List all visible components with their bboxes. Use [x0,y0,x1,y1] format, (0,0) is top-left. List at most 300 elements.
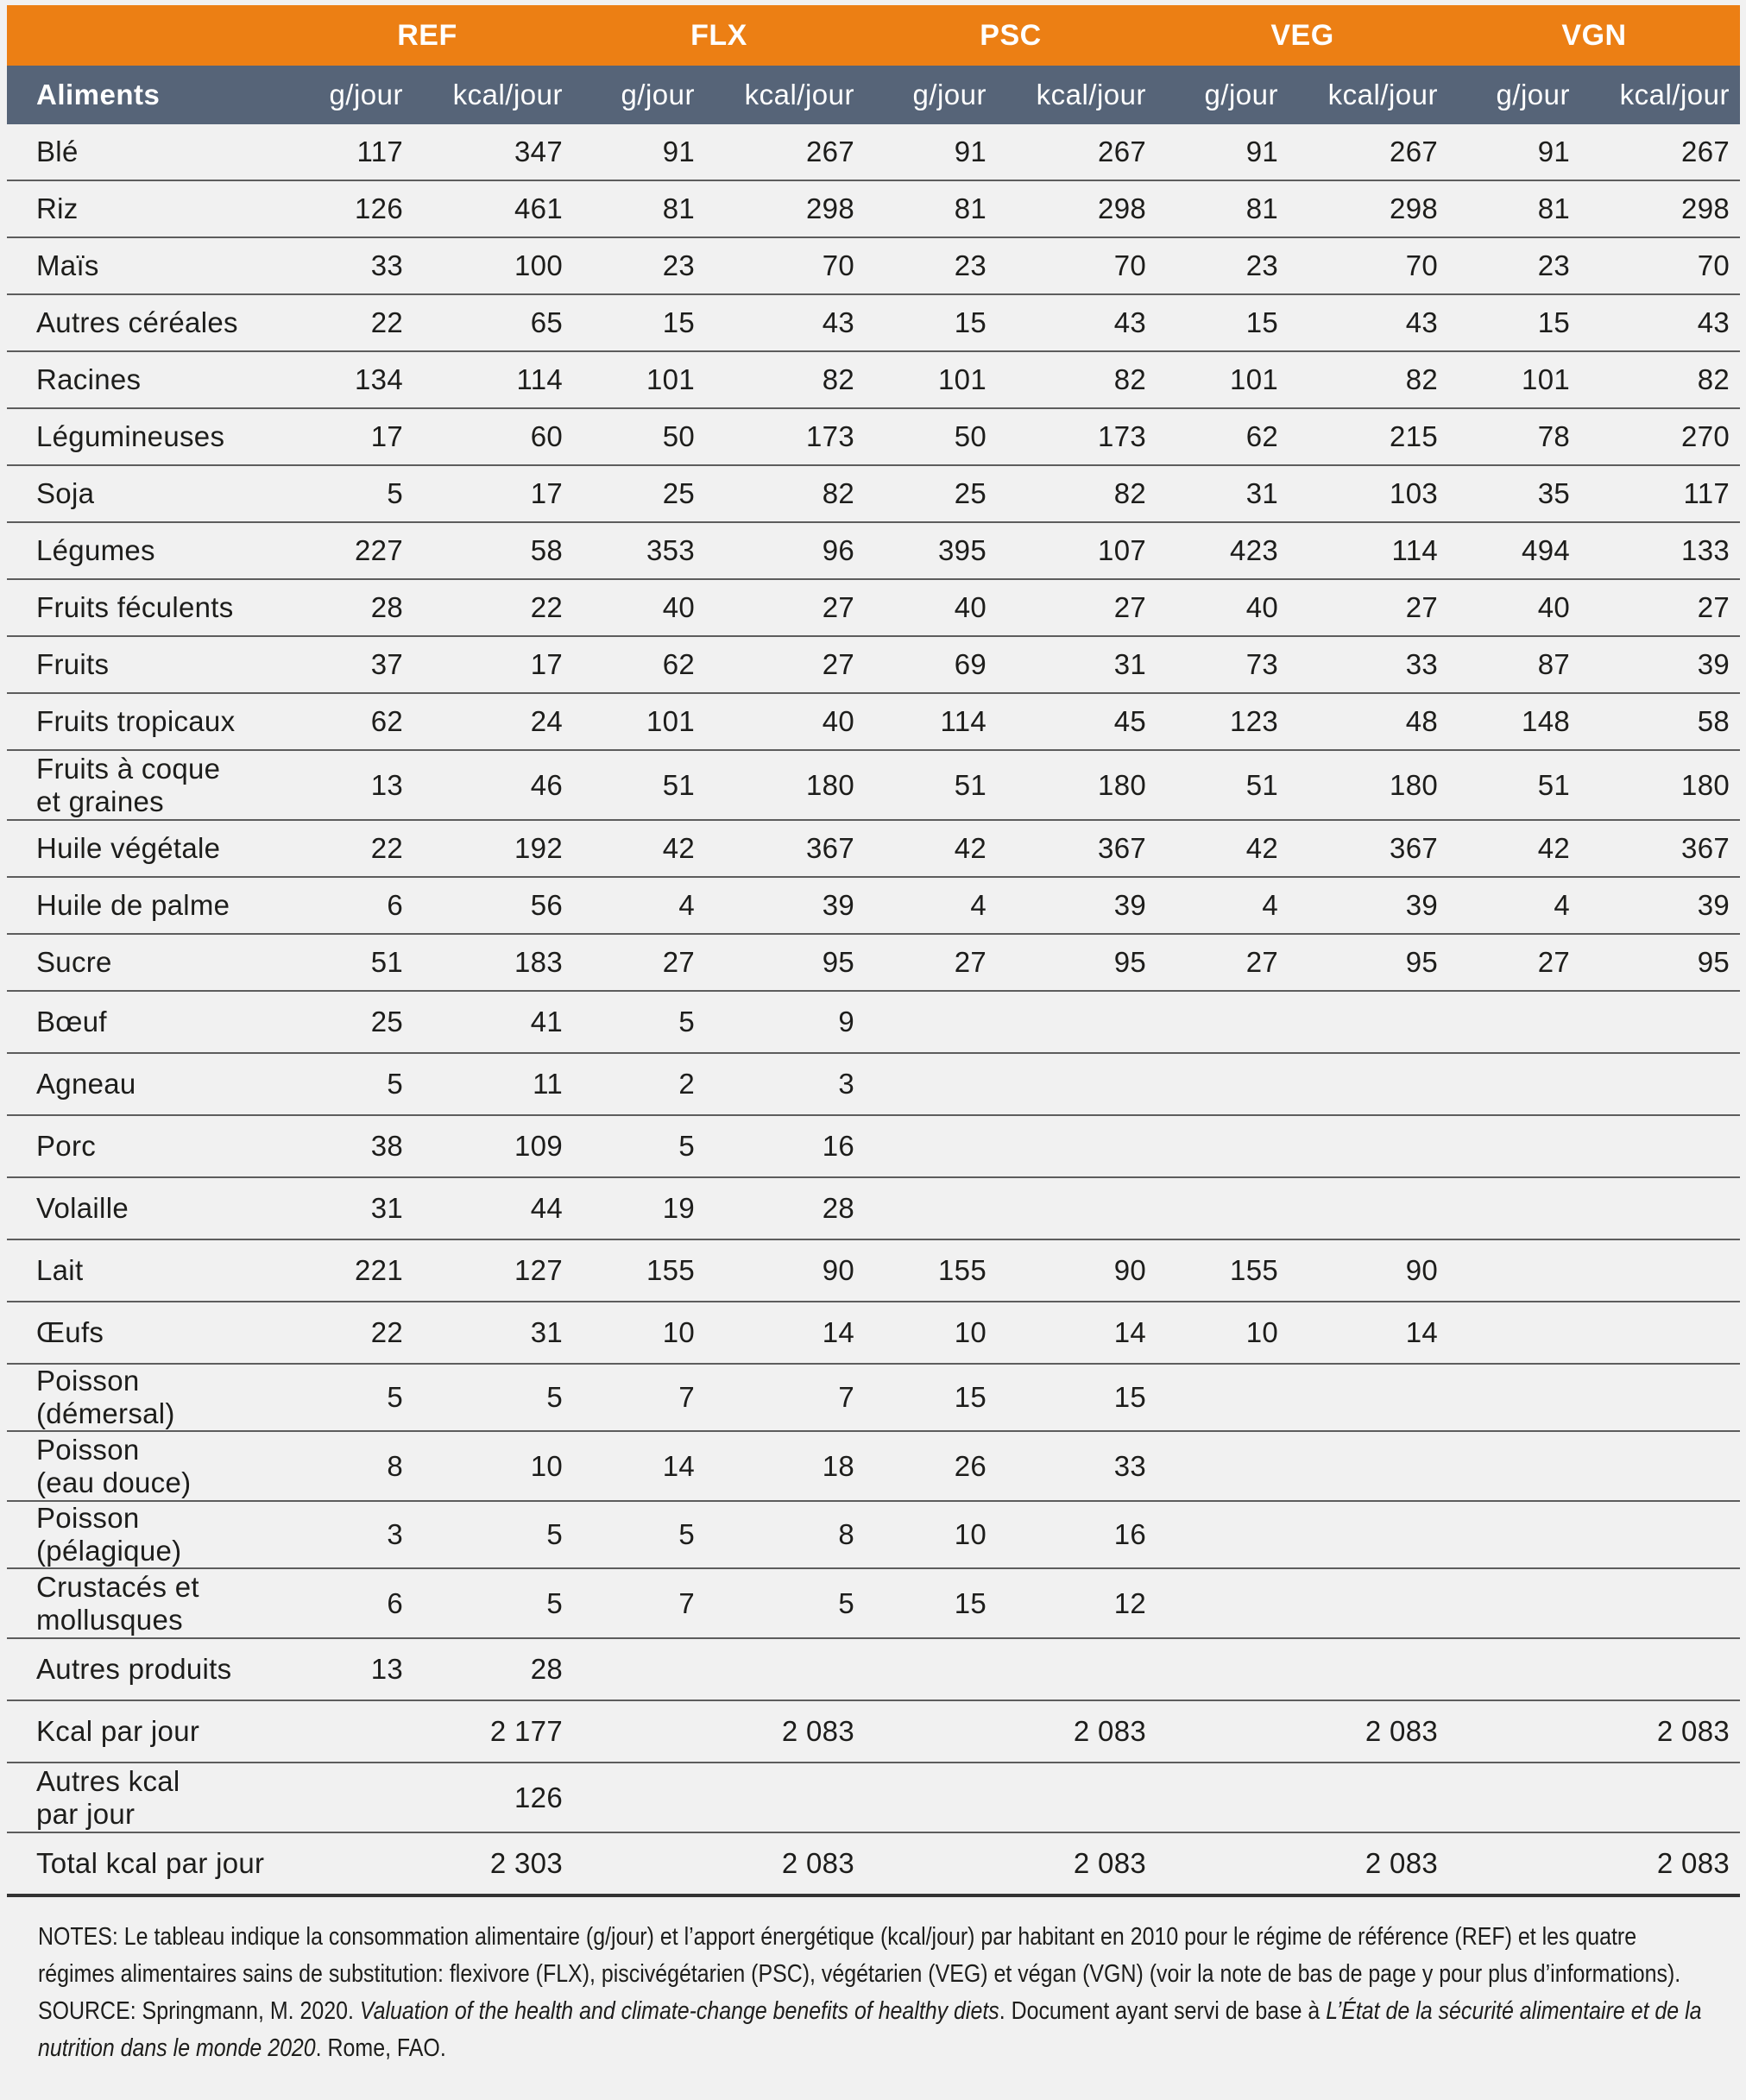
grams-cell [1448,1177,1580,1239]
grams-cell: 81 [573,180,705,237]
grams-cell: 23 [1448,237,1580,294]
kcal-cell: 24 [413,693,573,750]
table-row [7,1431,1740,1501]
kcal-cell [705,1763,865,1832]
unit-header: kcal/jour [1580,66,1740,124]
grams-cell: 91 [1157,124,1289,180]
grams-cell: 15 [865,1568,997,1638]
table-row [7,294,1740,351]
kcal-cell: 2 083 [1289,1700,1448,1763]
kcal-cell: 58 [413,522,573,579]
food-label-line: Fruits [36,648,110,680]
kcal-cell [1580,1053,1740,1115]
grams-cell: 101 [1448,351,1580,408]
grams-cell: 10 [865,1501,997,1568]
source-prefix: SOURCE: Springmann, M. 2020. [38,1997,360,2025]
food-label [7,124,281,180]
kcal-cell: 3 [705,1053,865,1115]
grams-cell: 25 [865,465,997,522]
kcal-cell [1580,1568,1740,1638]
kcal-cell: 27 [1580,579,1740,636]
grams-cell [865,1115,997,1177]
kcal-cell: 27 [997,579,1157,636]
kcal-cell: 82 [1580,351,1740,408]
table-row [7,351,1740,408]
grams-cell: 13 [281,750,413,820]
grams-cell: 26 [865,1431,997,1501]
kcal-cell: 367 [705,820,865,877]
food-label [7,294,281,351]
kcal-cell: 46 [413,750,573,820]
grams-cell: 25 [281,991,413,1053]
food-label-line: Fruits tropicaux [36,705,236,737]
grams-cell: 40 [1448,579,1580,636]
grams-cell: 101 [573,693,705,750]
kcal-cell: 180 [1580,750,1740,820]
grams-cell [865,1763,997,1832]
grams-cell [281,1763,413,1832]
kcal-cell: 18 [705,1431,865,1501]
food-label [7,636,281,693]
kcal-cell: 33 [997,1431,1157,1501]
kcal-cell: 14 [997,1302,1157,1364]
grams-cell: 3 [281,1501,413,1568]
aliments-header: Aliments [7,66,281,124]
grams-cell: 5 [281,1364,413,1431]
kcal-cell [997,991,1157,1053]
grams-cell [1157,1832,1289,1895]
diet-header-veg: VEG [1157,5,1448,66]
kcal-cell [997,1177,1157,1239]
kcal-cell: 56 [413,877,573,934]
unit-header: g/jour [1157,66,1289,124]
grams-cell: 42 [865,820,997,877]
kcal-cell: 5 [705,1568,865,1638]
food-label [7,1239,281,1302]
table-row [7,579,1740,636]
grams-cell [1448,1364,1580,1431]
grams-cell [1157,1115,1289,1177]
grams-cell: 31 [1157,465,1289,522]
grams-cell [1448,1431,1580,1501]
kcal-cell: 82 [705,351,865,408]
table-row [7,934,1740,991]
table-notes [38,1919,1716,2067]
table-row [7,636,1740,693]
food-label-line: Sucre [36,946,112,978]
grams-cell: 123 [1157,693,1289,750]
grams-cell: 5 [281,465,413,522]
kcal-cell: 100 [413,237,573,294]
grams-cell: 10 [1157,1302,1289,1364]
food-label-line: Maïs [36,249,99,281]
grams-cell: 15 [1157,294,1289,351]
grams-cell: 7 [573,1568,705,1638]
table-row [7,1239,1740,1302]
kcal-cell: 180 [997,750,1157,820]
kcal-cell [1580,1501,1740,1568]
kcal-cell: 5 [413,1501,573,1568]
food-label-line: Soja [36,477,95,509]
food-label [7,693,281,750]
grams-cell: 2 [573,1053,705,1115]
grams-cell [1448,1501,1580,1568]
kcal-cell [1289,1568,1448,1638]
kcal-cell: 192 [413,820,573,877]
grams-cell: 22 [281,1302,413,1364]
kcal-cell [1289,1115,1448,1177]
kcal-cell: 27 [705,579,865,636]
kcal-cell: 45 [997,693,1157,750]
grams-cell: 31 [281,1177,413,1239]
grams-cell [865,1053,997,1115]
grams-cell: 15 [865,1364,997,1431]
source-report: L’État de la sécurité alimentaire et de la [1326,1997,1702,2025]
grams-cell: 51 [281,934,413,991]
table-row [7,408,1740,465]
grams-cell: 33 [281,237,413,294]
kcal-cell: 367 [997,820,1157,877]
kcal-cell: 31 [413,1302,573,1364]
grams-cell: 227 [281,522,413,579]
kcal-cell [1580,1763,1740,1832]
unit-header: g/jour [865,66,997,124]
grams-cell: 78 [1448,408,1580,465]
unit-header-row [7,66,1740,124]
food-label-line: Riz [36,192,79,224]
kcal-cell [1580,991,1740,1053]
food-label-line: Poisson [36,1433,140,1466]
grams-cell: 51 [573,750,705,820]
grams-cell: 101 [573,351,705,408]
kcal-cell: 82 [1289,351,1448,408]
kcal-cell: 43 [1289,294,1448,351]
kcal-cell: 14 [705,1302,865,1364]
grams-cell: 134 [281,351,413,408]
diet-header-ref: REF [281,5,573,66]
table-row [7,1568,1740,1638]
table-row [7,465,1740,522]
food-label [7,1302,281,1364]
food-consumption-table [7,5,1740,1897]
table-row [7,1638,1740,1700]
food-label-line: Bœuf [36,1006,107,1037]
kcal-cell: 31 [997,636,1157,693]
kcal-cell [1289,991,1448,1053]
table-row [7,693,1740,750]
kcal-cell: 298 [705,180,865,237]
grams-cell: 14 [573,1431,705,1501]
kcal-cell: 95 [705,934,865,991]
kcal-cell: 39 [1580,636,1740,693]
grams-cell: 6 [281,1568,413,1638]
kcal-cell: 183 [413,934,573,991]
kcal-cell: 215 [1289,408,1448,465]
food-label-line: Racines [36,363,142,395]
kcal-cell: 90 [1289,1239,1448,1302]
kcal-cell [1289,1177,1448,1239]
table-row [7,820,1740,877]
grams-cell: 7 [573,1364,705,1431]
diet-header-vgn: VGN [1448,5,1740,66]
table-row [7,1700,1740,1763]
food-label-line: Huile végétale [36,832,221,864]
grams-cell: 37 [281,636,413,693]
kcal-cell: 16 [705,1115,865,1177]
kcal-cell [1289,1763,1448,1832]
grams-cell [1448,1115,1580,1177]
food-label-line: mollusques [36,1603,183,1636]
kcal-cell: 8 [705,1501,865,1568]
grams-cell [1448,1239,1580,1302]
grams-cell: 22 [281,294,413,351]
food-label-line: Total kcal par jour [36,1847,265,1879]
grams-cell: 25 [573,465,705,522]
source-title: Valuation of the health and climate-change benefits of healthy diets [359,1997,999,2025]
kcal-cell: 173 [705,408,865,465]
food-label-line: Poisson (pélagique) [36,1502,182,1567]
kcal-cell: 43 [1580,294,1740,351]
kcal-cell [997,1763,1157,1832]
grams-cell: 42 [1157,820,1289,877]
kcal-cell: 270 [1580,408,1740,465]
source-report-2: nutrition dans le monde 2020 [38,2034,316,2062]
grams-cell [1448,1700,1580,1763]
food-label [7,991,281,1053]
grams-cell: 62 [1157,408,1289,465]
kcal-cell: 109 [413,1115,573,1177]
kcal-cell: 96 [705,522,865,579]
grams-cell: 23 [865,237,997,294]
grams-cell [865,991,997,1053]
kcal-cell: 95 [1289,934,1448,991]
grams-cell: 15 [573,294,705,351]
food-label [7,579,281,636]
grams-cell [1157,1700,1289,1763]
kcal-cell: 28 [705,1177,865,1239]
kcal-cell: 2 083 [1580,1832,1740,1895]
grams-cell: 81 [865,180,997,237]
grams-cell [1448,1763,1580,1832]
kcal-cell [1580,1239,1740,1302]
grams-cell [1157,991,1289,1053]
table-row [7,1053,1740,1115]
kcal-cell: 48 [1289,693,1448,750]
grams-cell: 114 [865,693,997,750]
grams-cell [1448,991,1580,1053]
grams-cell [865,1700,997,1763]
grams-cell: 148 [1448,693,1580,750]
grams-cell: 5 [573,991,705,1053]
kcal-cell: 82 [997,351,1157,408]
food-label [7,1568,281,1638]
unit-header: g/jour [281,66,413,124]
table-row [7,522,1740,579]
grams-cell: 117 [281,124,413,180]
kcal-cell: 2 177 [413,1700,573,1763]
grams-cell: 101 [1157,351,1289,408]
food-label-line: par jour [36,1797,136,1830]
grams-cell: 494 [1448,522,1580,579]
table-row [7,750,1740,820]
grams-cell: 4 [865,877,997,934]
kcal-cell: 2 083 [1580,1700,1740,1763]
kcal-cell: 43 [705,294,865,351]
kcal-cell: 133 [1580,522,1740,579]
unit-header: kcal/jour [1289,66,1448,124]
table-row [7,124,1740,180]
grams-cell: 10 [573,1302,705,1364]
grams-cell: 19 [573,1177,705,1239]
kcal-cell: 267 [1289,124,1448,180]
kcal-cell: 27 [1289,579,1448,636]
grams-cell: 62 [573,636,705,693]
unit-header: g/jour [573,66,705,124]
food-label [7,1501,281,1568]
food-label-line: Fruits à coque [36,752,221,785]
kcal-cell [1580,1177,1740,1239]
food-label-line: Kcal par jour [36,1715,200,1747]
grams-cell: 15 [865,294,997,351]
kcal-cell: 2 303 [413,1832,573,1895]
grams-cell: 91 [1448,124,1580,180]
grams-cell: 40 [865,579,997,636]
food-label [7,820,281,877]
kcal-cell: 70 [997,237,1157,294]
kcal-cell: 103 [1289,465,1448,522]
kcal-cell [1289,1501,1448,1568]
table-row [7,1177,1740,1239]
unit-header: kcal/jour [997,66,1157,124]
source-line-2 [38,2030,1716,2067]
kcal-cell: 12 [997,1568,1157,1638]
food-label-line: et graines [36,785,164,817]
food-label [7,237,281,294]
kcal-cell: 117 [1580,465,1740,522]
kcal-cell: 10 [413,1431,573,1501]
grams-cell: 81 [1157,180,1289,237]
grams-cell [573,1700,705,1763]
kcal-cell [997,1115,1157,1177]
kcal-cell: 82 [705,465,865,522]
grams-cell [1157,1364,1289,1431]
unit-header: g/jour [1448,66,1580,124]
kcal-cell: 298 [1580,180,1740,237]
food-label-line: Porc [36,1130,97,1162]
grams-cell: 101 [865,351,997,408]
kcal-cell: 16 [997,1501,1157,1568]
table-row [7,1832,1740,1895]
kcal-cell: 22 [413,579,573,636]
grams-cell: 13 [281,1638,413,1700]
grams-cell: 4 [1157,877,1289,934]
grams-cell: 4 [1448,877,1580,934]
kcal-cell: 267 [997,124,1157,180]
food-label-line: Blé [36,136,79,167]
kcal-cell: 39 [1289,877,1448,934]
grams-cell: 423 [1157,522,1289,579]
food-label-line: Huile de palme [36,889,230,921]
kcal-cell: 298 [1289,180,1448,237]
kcal-cell: 82 [997,465,1157,522]
kcal-cell: 367 [1580,820,1740,877]
source-end: . Rome, FAO. [315,2034,446,2062]
source-mid: . Document ayant servi de base à [999,1997,1327,2025]
kcal-cell: 40 [705,693,865,750]
grams-cell: 27 [865,934,997,991]
kcal-cell: 70 [1580,237,1740,294]
grams-cell [1157,1177,1289,1239]
kcal-cell [997,1053,1157,1115]
food-label [7,877,281,934]
grams-cell: 155 [1157,1239,1289,1302]
food-label [7,1638,281,1700]
grams-cell: 221 [281,1239,413,1302]
kcal-cell: 65 [413,294,573,351]
kcal-cell [1289,1364,1448,1431]
grams-cell [1448,1302,1580,1364]
kcal-cell [705,1638,865,1700]
kcal-cell: 2 083 [997,1832,1157,1895]
grams-cell: 69 [865,636,997,693]
grams-cell [1157,1763,1289,1832]
food-label [7,1115,281,1177]
kcal-cell: 90 [705,1239,865,1302]
kcal-cell: 14 [1289,1302,1448,1364]
kcal-cell: 17 [413,465,573,522]
grams-cell [1157,1431,1289,1501]
food-label [7,522,281,579]
food-label [7,1364,281,1431]
food-label [7,1832,281,1895]
unit-header: kcal/jour [413,66,573,124]
food-label-line: Fruits féculents [36,591,234,623]
food-label-line: Agneau [36,1068,136,1100]
grams-cell: 38 [281,1115,413,1177]
kcal-cell [1289,1053,1448,1115]
kcal-cell: 95 [997,934,1157,991]
grams-cell [573,1832,705,1895]
grams-cell: 42 [573,820,705,877]
kcal-cell: 43 [997,294,1157,351]
kcal-cell: 267 [705,124,865,180]
grams-cell: 51 [865,750,997,820]
kcal-cell: 298 [997,180,1157,237]
grams-cell: 87 [1448,636,1580,693]
food-label-line: Volaille [36,1192,129,1224]
grams-cell: 91 [865,124,997,180]
grams-cell [281,1700,413,1763]
grams-cell: 4 [573,877,705,934]
kcal-cell: 58 [1580,693,1740,750]
grams-cell: 62 [281,693,413,750]
kcal-cell: 41 [413,991,573,1053]
food-label-line: Autres kcal [36,1764,180,1797]
food-label-line: Légumes [36,534,155,566]
grams-cell: 23 [1157,237,1289,294]
food-label-line: Crustacés et [36,1570,199,1603]
kcal-cell [1289,1431,1448,1501]
grams-cell [865,1177,997,1239]
grams-cell: 22 [281,820,413,877]
food-label-line: Légumineuses [36,420,225,452]
grams-cell: 35 [1448,465,1580,522]
kcal-cell: 461 [413,180,573,237]
grams-cell: 40 [1157,579,1289,636]
kcal-cell: 5 [413,1364,573,1431]
grams-cell: 5 [573,1115,705,1177]
kcal-cell: 367 [1289,820,1448,877]
